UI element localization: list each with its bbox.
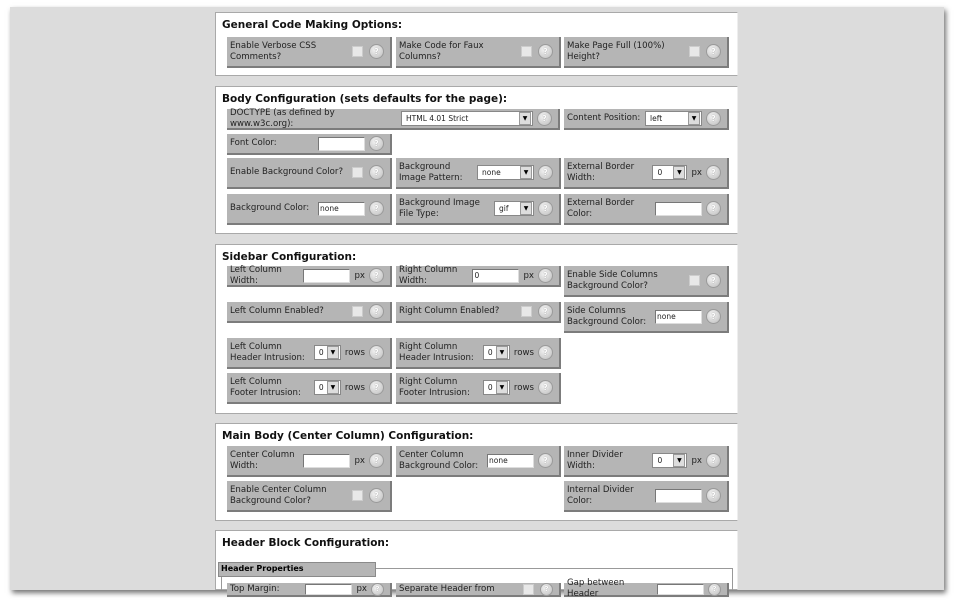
help-icon[interactable]: ? bbox=[538, 304, 553, 319]
field-left-column-footer-intrusion bbox=[227, 373, 392, 404]
text-input[interactable]: none bbox=[318, 202, 365, 216]
help-icon[interactable]: ? bbox=[538, 201, 553, 216]
unit-label: px bbox=[523, 270, 534, 281]
field-label: Right Column Footer Intrusion: bbox=[399, 376, 470, 398]
field-gap-between-header bbox=[564, 578, 729, 599]
text-input[interactable]: 0 bbox=[472, 269, 519, 283]
help-icon[interactable]: ? bbox=[538, 268, 553, 283]
field-side-columns-background-color bbox=[564, 302, 729, 333]
field-label: Font Color: bbox=[230, 138, 277, 148]
text-input[interactable] bbox=[318, 137, 365, 151]
help-icon[interactable]: ? bbox=[538, 453, 553, 468]
field-label: Center Column Width: bbox=[230, 449, 295, 471]
field-label: External Border Width: bbox=[567, 161, 635, 183]
help-icon[interactable]: ? bbox=[538, 380, 553, 395]
field-internal-divider-color bbox=[564, 481, 729, 512]
help-icon[interactable]: ? bbox=[369, 304, 384, 319]
help-icon[interactable]: ? bbox=[706, 111, 721, 126]
field-label: Right Column Enabled? bbox=[399, 306, 500, 316]
field-label: Left Column Footer Intrusion: bbox=[230, 376, 301, 398]
select-dropdown[interactable] bbox=[483, 380, 510, 395]
select-value: 0 bbox=[487, 348, 493, 357]
select-value: gif bbox=[499, 204, 509, 213]
field-label: Gap between Header bbox=[567, 578, 625, 599]
help-icon[interactable]: ? bbox=[708, 583, 721, 596]
field-label: Top Margin: bbox=[230, 583, 280, 594]
field-label: Content Position: bbox=[567, 113, 641, 123]
checkbox[interactable] bbox=[521, 306, 532, 317]
checkbox[interactable] bbox=[352, 306, 363, 317]
field-enable-background-color bbox=[227, 158, 392, 189]
text-input[interactable] bbox=[655, 202, 702, 216]
chevron-down-icon[interactable]: ▼ bbox=[496, 381, 508, 394]
field-label: Separate Header from bbox=[399, 583, 495, 594]
help-icon[interactable]: ? bbox=[369, 268, 384, 283]
field-label: Right Column Header Intrusion: bbox=[399, 341, 474, 363]
field-right-column-footer-intrusion bbox=[396, 373, 561, 404]
field-center-column-background-color bbox=[396, 446, 561, 477]
unit-label: px bbox=[354, 270, 365, 281]
select-dropdown[interactable] bbox=[314, 380, 341, 395]
help-icon[interactable]: ? bbox=[537, 111, 552, 126]
field-enable-side-columns-background-color bbox=[564, 266, 729, 297]
field-label: Right Column Width: bbox=[399, 264, 458, 286]
chevron-down-icon[interactable]: ▼ bbox=[520, 202, 532, 215]
help-icon[interactable]: ? bbox=[369, 201, 384, 216]
field-label: Make Code for Faux Columns? bbox=[399, 40, 484, 62]
field-top-margin bbox=[227, 583, 392, 597]
field-label: Internal Divider Color: bbox=[567, 484, 634, 506]
field-label: Left Column Header Intrusion: bbox=[230, 341, 305, 363]
field-background-image-file-type bbox=[396, 194, 561, 225]
select-dropdown[interactable] bbox=[652, 453, 687, 468]
field-separate-header-from bbox=[396, 583, 561, 597]
field-make-page-full-100-height bbox=[564, 37, 729, 68]
select-dropdown[interactable] bbox=[652, 165, 687, 180]
help-icon[interactable]: ? bbox=[369, 44, 384, 59]
help-icon[interactable]: ? bbox=[706, 273, 721, 288]
app-window bbox=[10, 7, 944, 599]
field-right-column-width bbox=[396, 266, 561, 287]
text-input[interactable]: none bbox=[655, 310, 702, 324]
section-title: Body Configuration (sets defaults for the page): bbox=[222, 93, 508, 105]
field-background-image-pattern bbox=[396, 158, 561, 189]
select-value: 0 bbox=[487, 383, 493, 392]
select-dropdown[interactable] bbox=[314, 345, 341, 360]
select-value: 0 bbox=[657, 456, 663, 465]
subsection-tab: Header Properties bbox=[218, 562, 376, 577]
select-value: 0 bbox=[318, 348, 324, 357]
field-label: Side Columns Background Color: bbox=[567, 305, 647, 327]
text-input[interactable] bbox=[303, 454, 350, 468]
select-value: 0 bbox=[657, 168, 663, 177]
field-background-color bbox=[227, 194, 392, 225]
chevron-down-icon[interactable]: ▼ bbox=[688, 112, 700, 125]
section-title: Main Body (Center Column) Configuration: bbox=[222, 430, 474, 442]
select-dropdown[interactable] bbox=[645, 111, 702, 126]
help-icon[interactable]: ? bbox=[706, 201, 721, 216]
checkbox[interactable] bbox=[689, 46, 700, 57]
checkbox[interactable] bbox=[352, 167, 363, 178]
checkbox[interactable] bbox=[521, 46, 532, 57]
section-title: Sidebar Configuration: bbox=[222, 251, 357, 263]
text-input[interactable] bbox=[655, 489, 702, 503]
help-icon[interactable]: ? bbox=[369, 136, 384, 151]
field-left-column-width bbox=[227, 266, 392, 287]
field-label: Enable Center Column Background Color? bbox=[230, 484, 327, 506]
help-icon[interactable]: ? bbox=[369, 380, 384, 395]
field-label: Background Image File Type: bbox=[399, 197, 480, 219]
select-dropdown[interactable] bbox=[494, 201, 534, 216]
field-label: DOCTYPE (as defined by www.w3c.org): bbox=[230, 107, 335, 129]
checkbox[interactable] bbox=[352, 46, 363, 57]
field-external-border-width bbox=[564, 158, 729, 189]
unit-label: rows bbox=[344, 382, 365, 393]
help-icon[interactable]: ? bbox=[369, 453, 384, 468]
text-input[interactable]: none bbox=[487, 454, 534, 468]
unit-label: rows bbox=[344, 347, 365, 358]
chevron-down-icon[interactable]: ▼ bbox=[673, 166, 685, 179]
text-input[interactable] bbox=[305, 584, 352, 595]
field-label: Enable Side Columns Background Color? bbox=[567, 269, 658, 291]
help-icon[interactable]: ? bbox=[540, 583, 553, 596]
select-dropdown[interactable] bbox=[483, 345, 510, 360]
help-icon[interactable]: ? bbox=[369, 345, 384, 360]
field-external-border-color bbox=[564, 194, 729, 225]
field-doctype-as-defined-by-www-w3c-org bbox=[227, 109, 560, 130]
help-icon[interactable]: ? bbox=[369, 488, 384, 503]
text-input[interactable] bbox=[657, 584, 704, 595]
select-value: left bbox=[650, 114, 663, 123]
text-input[interactable] bbox=[303, 269, 350, 283]
chevron-down-icon[interactable]: ▼ bbox=[673, 454, 685, 467]
help-icon[interactable]: ? bbox=[538, 345, 553, 360]
help-icon[interactable]: ? bbox=[706, 488, 721, 503]
help-icon[interactable]: ? bbox=[538, 44, 553, 59]
help-icon[interactable]: ? bbox=[706, 165, 721, 180]
select-value: none bbox=[482, 168, 501, 177]
section-title: Header Block Configuration: bbox=[222, 537, 390, 549]
unit-label: rows bbox=[513, 347, 534, 358]
field-enable-verbose-css-comments bbox=[227, 37, 392, 68]
unit-label: px bbox=[354, 455, 365, 466]
field-label: Left Column Enabled? bbox=[230, 306, 324, 316]
unit-label: rows bbox=[513, 382, 534, 393]
help-icon[interactable]: ? bbox=[706, 309, 721, 324]
chevron-down-icon[interactable]: ▼ bbox=[327, 346, 339, 359]
select-value: 0 bbox=[318, 383, 324, 392]
field-left-column-header-intrusion bbox=[227, 338, 392, 369]
field-right-column-enabled bbox=[396, 302, 561, 323]
select-dropdown[interactable] bbox=[477, 165, 534, 180]
field-enable-center-column-background-color bbox=[227, 481, 392, 512]
unit-label: px bbox=[691, 455, 702, 466]
help-icon[interactable]: ? bbox=[369, 165, 384, 180]
field-label: Center Column Background Color: bbox=[399, 449, 479, 471]
field-label: Background Image Pattern: bbox=[399, 161, 463, 183]
help-icon[interactable]: ? bbox=[538, 165, 553, 180]
field-label: Enable Verbose CSS Comments? bbox=[230, 40, 317, 62]
help-icon[interactable]: ? bbox=[706, 44, 721, 59]
field-label: Enable Background Color? bbox=[230, 167, 344, 177]
field-font-color bbox=[227, 134, 392, 155]
select-value: HTML 4.01 Strict bbox=[406, 114, 469, 123]
chevron-down-icon[interactable]: ▼ bbox=[519, 112, 531, 125]
section-title: General Code Making Options: bbox=[222, 19, 403, 31]
field-inner-divider-width bbox=[564, 446, 729, 477]
field-label: Left Column Width: bbox=[230, 264, 282, 286]
checkbox[interactable] bbox=[352, 490, 363, 501]
field-label: Make Page Full (100%) Height? bbox=[567, 40, 665, 62]
chevron-down-icon[interactable]: ▼ bbox=[496, 346, 508, 359]
checkbox[interactable] bbox=[523, 584, 534, 595]
chevron-down-icon[interactable]: ▼ bbox=[520, 166, 532, 179]
field-left-column-enabled bbox=[227, 302, 392, 323]
help-icon[interactable]: ? bbox=[706, 453, 721, 468]
field-label: Inner Divider Width: bbox=[567, 449, 623, 471]
field-center-column-width bbox=[227, 446, 392, 477]
checkbox[interactable] bbox=[689, 275, 700, 286]
help-icon[interactable]: ? bbox=[371, 583, 384, 596]
unit-label: px bbox=[691, 167, 702, 178]
unit-label: px bbox=[356, 584, 367, 594]
select-dropdown[interactable] bbox=[401, 111, 533, 126]
field-label: Background Color: bbox=[230, 203, 310, 213]
chevron-down-icon[interactable]: ▼ bbox=[327, 381, 339, 394]
field-make-code-for-faux-columns bbox=[396, 37, 561, 68]
field-label: External Border Color: bbox=[567, 197, 635, 219]
field-content-position bbox=[564, 109, 729, 130]
field-right-column-header-intrusion bbox=[396, 338, 561, 369]
